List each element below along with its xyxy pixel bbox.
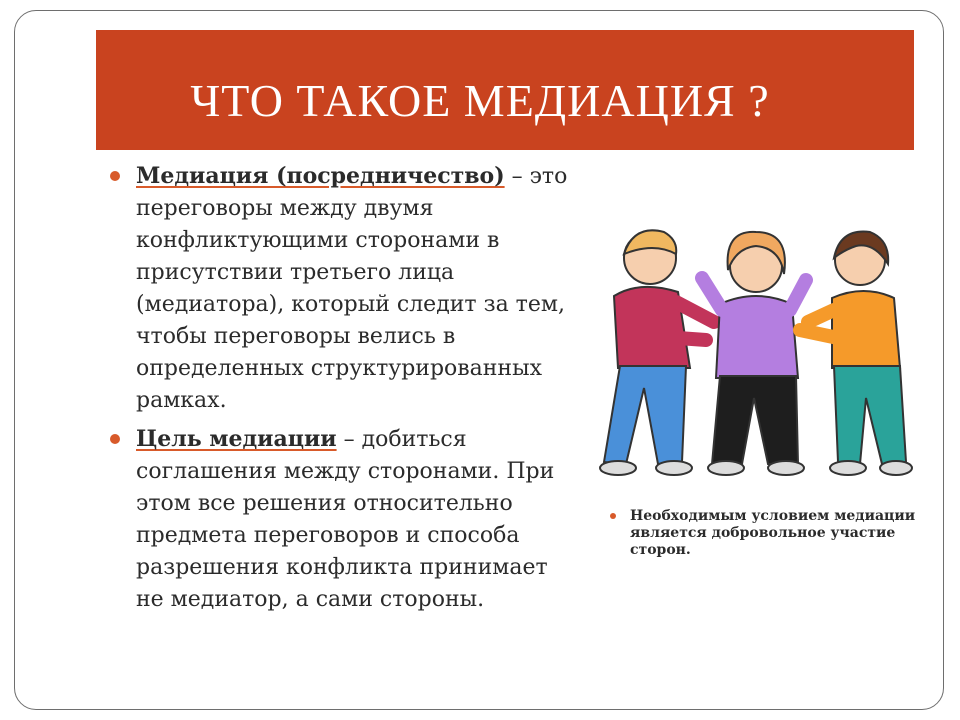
main-text xyxy=(106,160,576,622)
bullet-term: Медиация (посредничество) xyxy=(136,163,505,189)
bullet-dot-icon xyxy=(610,513,616,519)
left-boy-figure xyxy=(600,230,714,475)
right-boy-figure xyxy=(800,232,912,475)
note-text: Необходимым условием медиации является добровольное участие сторон. xyxy=(630,508,916,558)
bullet-goal xyxy=(106,423,576,616)
bullet-dot-icon xyxy=(110,171,120,181)
note-text-block xyxy=(606,508,950,559)
middle-girl-figure xyxy=(702,232,806,475)
bullet-text: – это переговоры между двумя конфликтующими сторонами в присутствии третьего лица (медиатора), который следит за тем, чтобы переговоры велись в определенных структурированных рамках. xyxy=(136,164,568,413)
bullet-definition xyxy=(106,160,576,417)
mediation-illustration xyxy=(594,218,918,486)
bullet-dot-icon xyxy=(110,434,120,444)
bullet-term: Цель медиации xyxy=(136,426,337,452)
slide-title: ЧТО ТАКОЕ МЕДИАЦИЯ ? xyxy=(190,75,770,126)
bullet-text: – добиться соглашения между сторонами. При этом все решения относительно предмета переговоров и способа разрешения конфликта принимает не медиатор, а сами стороны. xyxy=(136,427,555,612)
